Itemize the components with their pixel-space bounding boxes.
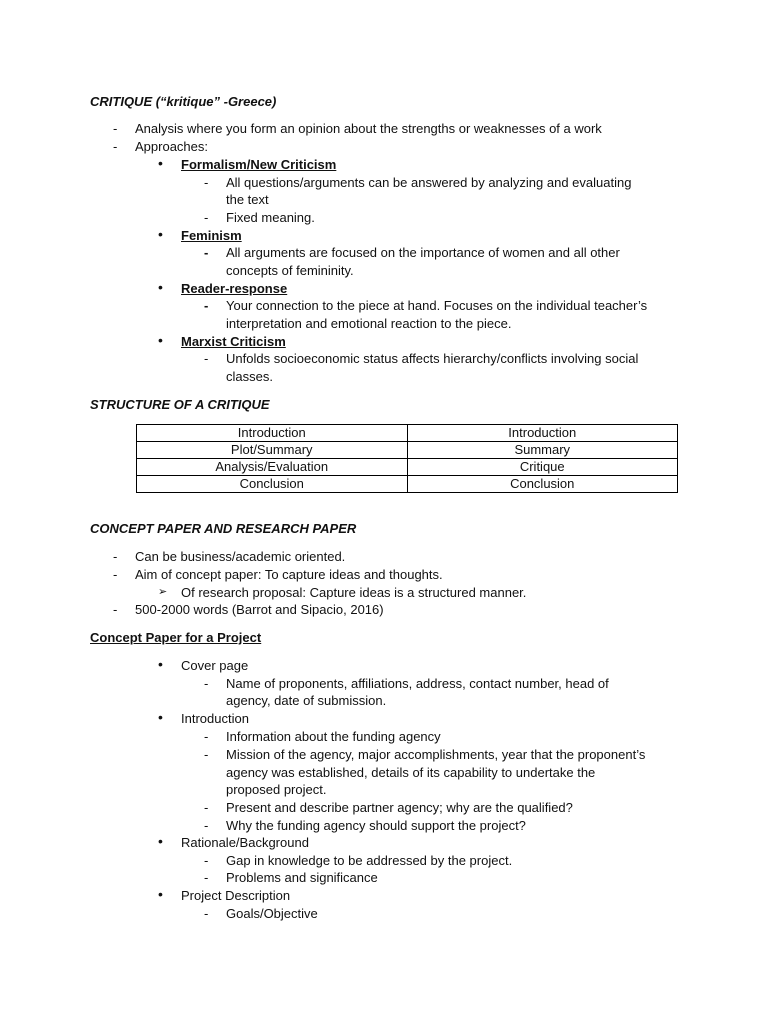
table-cell: Critique (407, 459, 678, 476)
list-item: concepts of femininity. (226, 263, 354, 278)
table-row (137, 425, 678, 442)
list-item: Approaches: (135, 139, 208, 154)
table-cell: Introduction (407, 425, 678, 442)
section-project-description: Project Description (181, 888, 291, 903)
dash-marker: - (204, 298, 209, 313)
dash-marker: - (204, 870, 209, 885)
list-item: Name of proponents, affiliations, address, contact number, head of (226, 676, 609, 691)
dash-marker: - (113, 549, 118, 564)
list-item: agency was established, details of its capability to undertake the (226, 765, 596, 780)
table-cell: Summary (407, 442, 678, 459)
list-item: interpretation and emotional reaction to the piece. (226, 316, 512, 331)
list-item: Aim of concept paper: To capture ideas and thoughts. (135, 567, 443, 582)
section-rationale: Rationale/Background (181, 835, 309, 850)
dash-marker: - (113, 121, 118, 136)
project-heading: Concept Paper for a Project (90, 630, 262, 645)
list-item: All questions/arguments can be answered by analyzing and evaluating (226, 175, 632, 190)
list-item: Information about the funding agency (226, 729, 441, 744)
list-item: Gap in knowledge to be addressed by the project. (226, 853, 513, 868)
dash-marker: - (204, 906, 209, 921)
list-item: All arguments are focused on the importance of women and all other (226, 245, 620, 260)
bullet-marker: • (158, 886, 163, 902)
list-item: Can be business/academic oriented. (135, 549, 346, 564)
list-item: Goals/Objective (226, 906, 318, 921)
list-item: Unfolds socioeconomic status affects hierarchy/conflicts involving social (226, 351, 639, 366)
bullet-marker: • (158, 656, 163, 672)
table-row (137, 459, 678, 476)
approach-marxist: Marxist Criticism (181, 334, 286, 349)
approach-reader-response: Reader-response (181, 281, 288, 296)
dash-marker: - (113, 567, 118, 582)
list-item: Your connection to the piece at hand. Focuses on the individual teacher’s (226, 298, 648, 313)
table-cell: Conclusion (407, 476, 678, 493)
dash-marker: - (204, 729, 209, 744)
structure-table (136, 424, 678, 493)
structure-heading: STRUCTURE OF A CRITIQUE (90, 397, 270, 412)
bullet-marker: • (158, 279, 163, 295)
list-item: proposed project. (226, 782, 327, 797)
list-item: Analysis where you form an opinion about the strengths or weaknesses of a work (135, 121, 602, 136)
concept-paper-heading: CONCEPT PAPER AND RESEARCH PAPER (90, 521, 357, 536)
dash-marker: - (204, 818, 209, 833)
section-introduction: Introduction (181, 711, 249, 726)
list-item: Mission of the agency, major accomplishments, year that the proponent’s (226, 747, 646, 762)
table-row (137, 476, 678, 493)
bullet-marker: • (158, 155, 163, 171)
dash-marker: - (204, 175, 209, 190)
arrow-marker: ➢ (158, 586, 168, 598)
list-item: Problems and significance (226, 870, 378, 885)
dash-marker: - (204, 676, 209, 691)
list-item: classes. (226, 369, 273, 384)
list-item: agency, date of submission. (226, 693, 387, 708)
list-item: the text (226, 192, 269, 207)
dash-marker: - (113, 139, 118, 154)
section-cover-page: Cover page (181, 658, 249, 673)
approach-feminism: Feminism (181, 228, 242, 243)
table-cell: Introduction (137, 425, 408, 442)
bullet-marker: • (158, 709, 163, 725)
bullet-marker: • (158, 332, 163, 348)
dash-marker: - (204, 210, 209, 225)
table-row (137, 442, 678, 459)
bullet-marker: • (158, 226, 163, 242)
dash-marker: - (204, 747, 209, 762)
dash-marker: - (113, 602, 118, 617)
list-item: Of research proposal: Capture ideas is a structured manner. (181, 585, 527, 600)
critique-heading: CRITIQUE (“kritique” -Greece) (90, 94, 277, 109)
list-item: 500-2000 words (Barrot and Sipacio, 2016) (135, 602, 384, 617)
table-cell: Analysis/Evaluation (137, 459, 408, 476)
bullet-marker: • (158, 833, 163, 849)
dash-marker: - (204, 800, 209, 815)
list-item: Why the funding agency should support the project? (226, 818, 526, 833)
approach-formalism: Formalism/New Criticism (181, 157, 337, 172)
dash-marker: - (204, 245, 209, 260)
list-item: Present and describe partner agency; why are the qualified? (226, 800, 573, 815)
table-cell: Conclusion (137, 476, 408, 493)
list-item: Fixed meaning. (226, 210, 315, 225)
dash-marker: - (204, 351, 209, 366)
table-cell: Plot/Summary (137, 442, 408, 459)
dash-marker: - (204, 853, 209, 868)
